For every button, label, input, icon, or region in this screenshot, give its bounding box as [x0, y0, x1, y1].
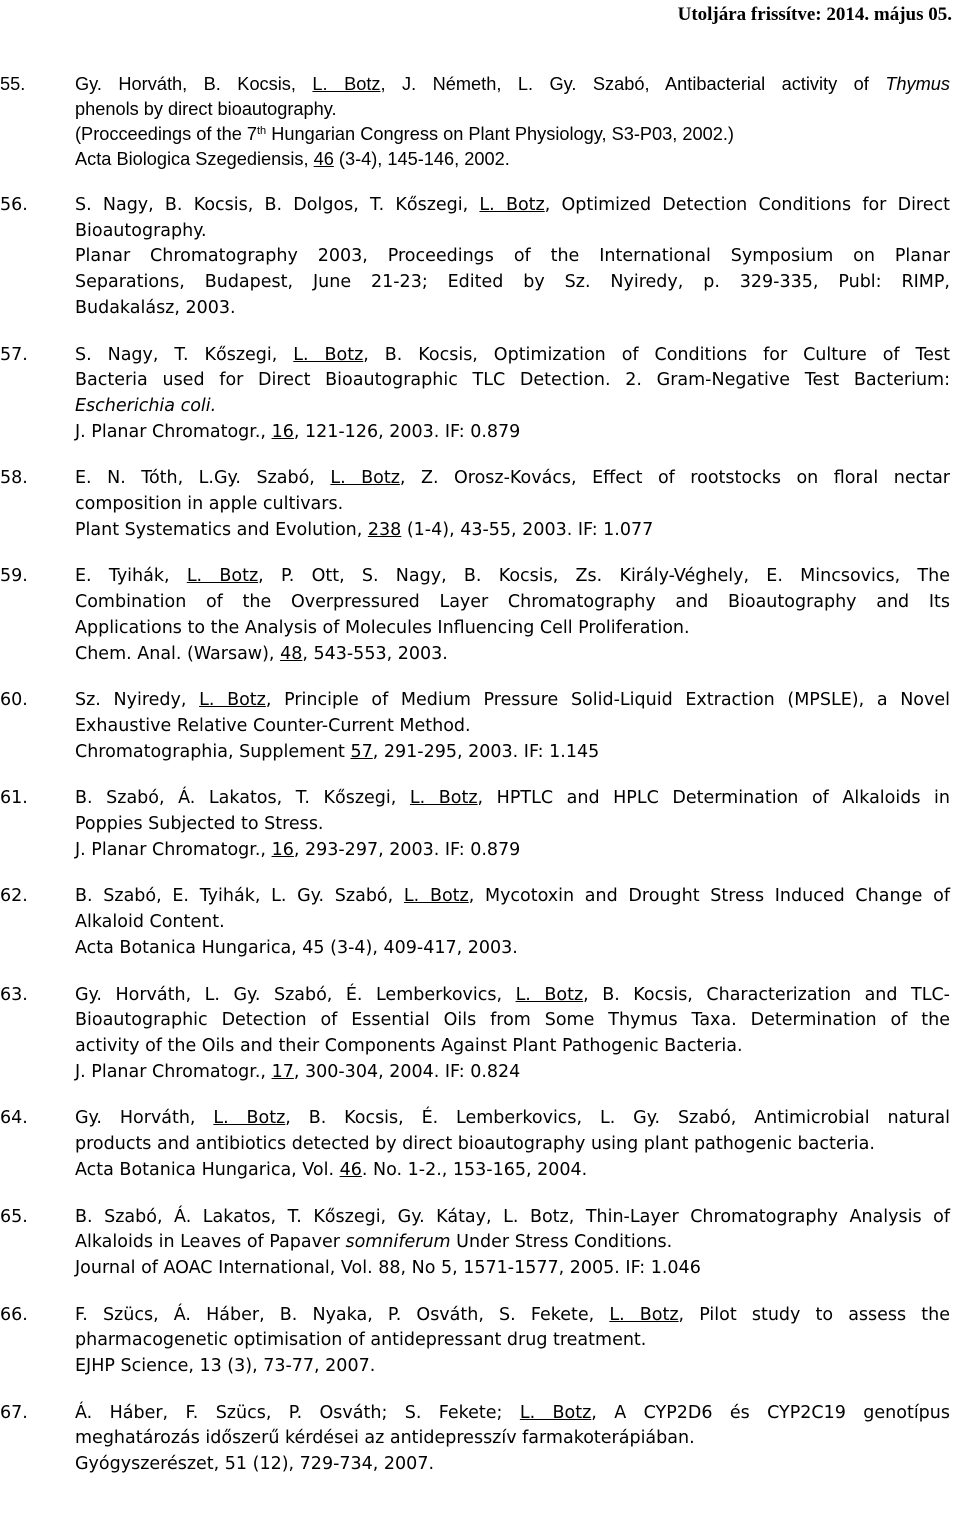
reference-list [0, 72, 950, 1499]
text-segment: Plant Systematics and Evolution, [75, 519, 368, 540]
reference-line [75, 838, 950, 864]
reference-number: 67. [0, 1402, 28, 1423]
reference-number: 65. [0, 1206, 28, 1227]
reference-line [75, 714, 950, 740]
reference-text [75, 688, 950, 765]
reference-item [0, 564, 950, 667]
text-segment: J. Planar Chromatogr., [75, 421, 272, 442]
text-segment: phenols by direct bioautography. [75, 99, 337, 119]
reference-text [75, 884, 950, 961]
last-updated-header: Utoljára frissítve: 2014. május 05. [677, 4, 952, 25]
underlined-text: L. Botz [479, 195, 545, 215]
reference-line [75, 193, 950, 219]
reference-item [0, 1205, 950, 1282]
text-segment: Á. Háber, F. Szücs, P. Osváth; S. Fekete; [75, 1402, 520, 1423]
reference-line [75, 1354, 950, 1380]
underlined-text: 46 [313, 149, 334, 169]
reference-item [0, 1401, 950, 1478]
text-segment: Gy. Horváth, B. Kocsis, [75, 74, 313, 94]
reference-line [75, 492, 950, 518]
underlined-text: 238 [367, 519, 402, 540]
text-segment: Journal of AOAC International, Vol. 88, No 5, 1571-1577, 2005. IF: 1.046 [75, 1257, 701, 1278]
text-segment: , HPTLC and HPLC Determination of Alkaloids in [477, 788, 950, 809]
reference-line [75, 219, 950, 245]
reference-line [75, 1401, 950, 1427]
reference-line [75, 642, 950, 668]
reference-number: 63. [0, 984, 28, 1005]
italic-text: Thymus [885, 74, 950, 94]
text-segment: E. Tyihák, [75, 566, 187, 587]
text-segment: Gyógyszerészet, 51 (12), 729-734, 2007. [75, 1454, 435, 1475]
reference-item [0, 343, 950, 446]
text-segment: activity of the Oils and their Components Against Plant Pathogenic Bacteria. [75, 1035, 743, 1056]
underlined-text: 17 [271, 1061, 294, 1082]
reference-line [75, 1132, 950, 1158]
text-segment: J. Planar Chromatogr., [75, 1061, 272, 1082]
text-segment: , Principle of Medium Pressure Solid-Liquid Extraction (MPSLE), a Novel [265, 690, 950, 711]
text-segment: E. N. Tóth, L.Gy. Szabó, [75, 468, 331, 489]
text-segment: , Optimized Detection Conditions for Direct [544, 195, 950, 215]
reference-number: 66. [0, 1304, 28, 1325]
text-segment: F. Szücs, Á. Háber, B. Nyaka, P. Osváth, S. Fekete, [75, 1304, 610, 1325]
text-segment: , 300-304, 2004. IF: 0.824 [293, 1061, 521, 1082]
underlined-text: L. Botz [199, 690, 266, 711]
underlined-text: L. Botz [515, 984, 584, 1005]
reference-line [75, 1230, 950, 1256]
reference-text [75, 466, 950, 543]
text-segment: Under Stress Conditions. [450, 1232, 673, 1253]
underlined-text: L. Botz [293, 344, 364, 365]
reference-number: 64. [0, 1108, 28, 1129]
reference-text [75, 1303, 950, 1380]
text-segment: Alkaloids in Leaves of Papaver [75, 1232, 346, 1253]
text-segment: Alkaloid Content. [75, 912, 225, 933]
text-segment: B. Szabó, E. Tyihák, L. Gy. Szabó, [75, 886, 404, 907]
reference-line [75, 1034, 950, 1060]
reference-line [75, 368, 950, 394]
reference-line [75, 97, 950, 122]
reference-item [0, 72, 950, 172]
reference-number: 57. [0, 344, 28, 365]
underlined-text: L. Botz [186, 566, 259, 587]
reference-text [75, 983, 950, 1086]
reference-text [75, 1205, 950, 1282]
reference-item [0, 688, 950, 765]
italic-text: somniferum [345, 1232, 451, 1253]
underlined-text: L. Botz [609, 1304, 679, 1325]
text-segment: Chromatographia, Supplement [75, 741, 351, 762]
underlined-text: 48 [280, 643, 303, 664]
reference-line [75, 786, 950, 812]
reference-line [75, 270, 950, 296]
reference-item [0, 466, 950, 543]
reference-line [75, 1303, 950, 1329]
reference-line [75, 812, 950, 838]
reference-line [75, 590, 950, 616]
reference-line [75, 1256, 950, 1282]
reference-line [75, 1328, 950, 1354]
reference-line [75, 884, 950, 910]
text-segment: Gy. Horváth, [75, 1108, 214, 1129]
reference-line [75, 1158, 950, 1184]
underlined-text: L. Botz [330, 468, 400, 489]
text-segment: composition in apple cultivars. [75, 494, 344, 515]
text-segment: , Mycotoxin and Drought Stress Induced Change of [468, 886, 950, 907]
text-segment: , P. Ott, S. Nagy, B. Kocsis, Zs. Király-Véghely, E. Mincsovics, The [258, 566, 950, 587]
reference-line [75, 688, 950, 714]
text-segment: , Pilot study to assess the [678, 1304, 951, 1325]
reference-text [75, 786, 950, 863]
underlined-text: 16 [271, 839, 294, 860]
reference-number: 59. [0, 566, 28, 587]
text-segment: (3-4), 145-146, 2002. [333, 149, 510, 169]
reference-item [0, 1106, 950, 1183]
text-segment: pharmacogenetic optimisation of antidepressant drug treatment. [75, 1330, 647, 1351]
text-segment: products and antibiotics detected by direct bioautography using plant pathogenic bacteria. [75, 1134, 875, 1155]
underlined-text: 57 [350, 741, 373, 762]
text-segment: , B. Kocsis, Characterization and TLC- [583, 984, 950, 1005]
text-segment: . No. 1-2., 153-165, 2004. [361, 1159, 588, 1180]
text-segment: J. Planar Chromatogr., [75, 839, 272, 860]
reference-line [75, 936, 950, 962]
reference-text [75, 1106, 950, 1183]
reference-line [75, 394, 950, 420]
text-segment: Bacteria used for Direct Bioautographic TLC Detection. 2. Gram-Negative Test Bacterium: [75, 370, 950, 391]
reference-text [75, 343, 950, 446]
text-segment: meghatározás időszerű kérdései az antidepresszív farmakoterápiában. [75, 1428, 695, 1449]
reference-line [75, 122, 950, 147]
text-segment: Exhaustive Relative Counter-Current Method. [75, 715, 471, 736]
reference-text [75, 1401, 950, 1478]
text-segment: Bioautography. [75, 220, 207, 241]
text-segment: Sz. Nyiredy, [75, 690, 200, 711]
reference-number: 56. [0, 195, 28, 215]
reference-line [75, 466, 950, 492]
text-segment: , A CYP2D6 és CYP2C19 genotípus [591, 1402, 950, 1423]
text-segment: , B. Kocsis, É. Lemberkovics, L. Gy. Szabó, Antimicrobial natural [285, 1108, 951, 1129]
reference-item [0, 983, 950, 1086]
reference-line [75, 1060, 950, 1086]
text-segment: Acta Botanica Hungarica, 45 (3-4), 409-417, 2003. [75, 937, 518, 958]
text-segment: Planar Chromatography 2003, Proceedings of the International Symposium on Planar [75, 246, 950, 267]
text-segment: Combination of the Overpressured Layer Chromatography and Bioautography and Its [75, 592, 950, 613]
text-segment: Poppies Subjected to Stress. [75, 814, 324, 835]
reference-line [75, 420, 950, 446]
text-segment: , 543-553, 2003. [302, 643, 448, 664]
reference-line [75, 983, 950, 1009]
reference-line [75, 910, 950, 936]
reference-line [75, 147, 950, 172]
underlined-text: L. Botz [519, 1402, 592, 1423]
underlined-text: L. Botz [403, 886, 469, 907]
reference-line [75, 1106, 950, 1132]
reference-text [75, 564, 950, 667]
reference-line [75, 616, 950, 642]
text-segment: S. Nagy, B. Kocsis, B. Dolgos, T. Kőszegi, [75, 195, 480, 215]
reference-line [75, 296, 950, 322]
reference-number: 62. [0, 886, 28, 907]
reference-line [75, 1205, 950, 1231]
underlined-text: L. Botz [213, 1108, 286, 1129]
text-segment: , 293-297, 2003. IF: 0.879 [293, 839, 521, 860]
text-segment: Chem. Anal. (Warsaw), [75, 643, 281, 664]
reference-number: 60. [0, 690, 28, 711]
text-segment: B. Szabó, Á. Lakatos, T. Kőszegi, Gy. Kátay, L. Botz, Thin-Layer Chromatography Analysis of [75, 1206, 950, 1227]
reference-line [75, 1452, 950, 1478]
text-segment: Acta Botanica Hungarica, Vol. [75, 1159, 340, 1180]
reference-text [75, 72, 950, 172]
reference-line [75, 564, 950, 590]
text-segment: (1-4), 43-55, 2003. IF: 1.077 [401, 519, 654, 540]
underlined-text: L. Botz [312, 74, 381, 94]
text-segment: Bioautographic Detection of Essential Oils from Some Thymus Taxa. Determination of the [75, 1010, 950, 1031]
text-segment: , 121-126, 2003. IF: 0.879 [293, 421, 521, 442]
text-segment: Gy. Horváth, L. Gy. Szabó, É. Lemberkovics, [75, 984, 516, 1005]
text-segment: Acta Biologica Szegediensis, [75, 149, 314, 169]
reference-item [0, 1303, 950, 1380]
reference-item [0, 884, 950, 961]
text-segment: B. Szabó, Á. Lakatos, T. Kőszegi, [75, 788, 410, 809]
text-segment: S. Nagy, T. Kőszegi, [75, 344, 294, 365]
reference-line [75, 343, 950, 369]
reference-number: 58. [0, 468, 28, 489]
underlined-text: 16 [271, 421, 294, 442]
reference-line [75, 244, 950, 270]
text-segment: , B. Kocsis, Optimization of Conditions for Culture of Test [363, 344, 950, 365]
reference-line [75, 740, 950, 766]
text-segment: , J. Németh, L. Gy. Szabó, Antibacterial activity of [380, 74, 886, 94]
text-segment: Applications to the Analysis of Molecules Influencing Cell Proliferation. [75, 617, 690, 638]
reference-number: 61. [0, 788, 28, 809]
text-segment: EJHP Science, 13 (3), 73-77, 2007. [75, 1356, 376, 1377]
underlined-text: L. Botz [409, 788, 478, 809]
italic-text: Escherichia coli. [75, 395, 217, 416]
reference-number: 55. [0, 74, 26, 94]
text-segment: Budakalász, 2003. [75, 297, 236, 318]
text-segment: Hungarian Congress on Plant Physiology, S3-P03, 2002.) [266, 124, 734, 144]
reference-line [75, 1008, 950, 1034]
reference-line [75, 1426, 950, 1452]
underlined-text: 46 [339, 1159, 362, 1180]
reference-text [75, 193, 950, 322]
superscript: th [256, 125, 267, 137]
text-segment: , Z. Orosz-Kovács, Effect of rootstocks on floral nectar [399, 468, 950, 489]
reference-item [0, 786, 950, 863]
reference-line [75, 518, 950, 544]
reference-item [0, 193, 950, 322]
reference-line [75, 72, 950, 97]
text-segment: Separations, Budapest, June 21-23; Edited by Sz. Nyiredy, p. 329-335, Publ: RIMP, [75, 272, 950, 293]
text-segment: , 291-295, 2003. IF: 1.145 [372, 741, 600, 762]
text-segment: (Procceedings of the 7 [75, 124, 257, 144]
